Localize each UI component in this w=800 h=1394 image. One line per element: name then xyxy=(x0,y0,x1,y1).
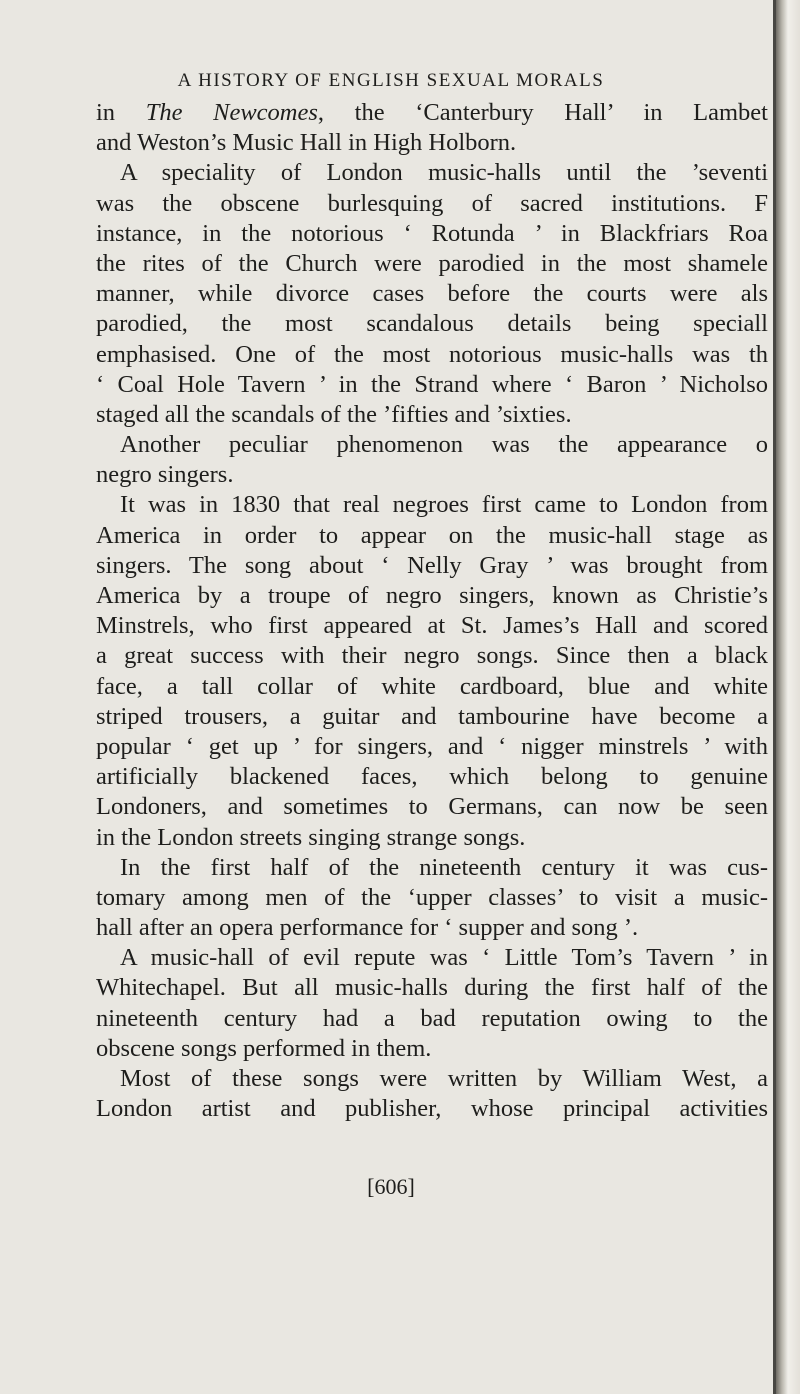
text-line: Most of these songs were written by William West, a xyxy=(120,1065,768,1092)
text-line: artificially blackened faces, which belong to genuine xyxy=(96,763,768,791)
text-line: ‘ Coal Hole Tavern ’ in the Strand where ‘ Baron ’ Nicholso xyxy=(96,370,768,398)
text-line: a great success with their negro songs. Since then a black xyxy=(96,642,768,670)
text-line: in the London streets singing strange songs. xyxy=(96,823,526,851)
text-line: in The Newcomes, the ‘Canterbury Hall’ in Lambet xyxy=(96,99,768,126)
text-line: face, a tall collar of white cardboard, blue and white xyxy=(96,672,768,700)
text-line: parodied, the most scandalous details being speciall xyxy=(96,310,768,338)
text-line: hall after an opera performance for ‘ supper and song ’. xyxy=(96,914,639,942)
text-line: was the obscene burlesquing of sacred institutions. F xyxy=(96,189,768,217)
text-line: Another peculiar phenomenon was the appearance o xyxy=(120,431,768,459)
page-number: [606] xyxy=(367,1174,415,1199)
text-line: singers. The song about ‘ Nelly Gray ’ was brought from xyxy=(96,551,768,579)
text-line: emphasised. One of the most notorious music-halls was th xyxy=(96,340,768,368)
running-head: A HISTORY OF ENGLISH SEXUAL MORALS xyxy=(177,70,605,91)
text-line: Whitechapel. But all music-halls during the first half of the xyxy=(96,974,768,1002)
text-line: the rites of the Church were parodied in the most shamele xyxy=(96,249,768,277)
text-line: and Weston’s Music Hall in High Holborn. xyxy=(96,129,517,157)
page-gutter xyxy=(776,0,800,1394)
body-text xyxy=(96,98,768,1124)
text-line: In the first half of the nineteenth century it was cus- xyxy=(120,853,768,881)
text-line: America by a troupe of negro singers, known as Christie’s xyxy=(96,582,768,609)
text-line: nineteenth century had a bad reputation owing to the xyxy=(96,1004,768,1032)
text-line: popular ‘ get up ’ for singers, and ‘ nigger minstrels ’ with xyxy=(96,732,768,760)
text-line: A speciality of London music-halls until the ’seventi xyxy=(120,159,768,187)
text-line: obscene songs performed in them. xyxy=(96,1034,432,1062)
text-line: London artist and publisher, whose principal activities xyxy=(96,1095,768,1123)
text-line: manner, while divorce cases before the courts were als xyxy=(96,280,768,308)
text-line: striped trousers, a guitar and tambourine have become a xyxy=(96,702,768,730)
text-line: A music-hall of evil repute was ‘ Little Tom’s Tavern ’ in xyxy=(120,944,768,972)
text-line: America in order to appear on the music-hall stage as xyxy=(96,521,768,549)
text-line: tomary among men of the ‘upper classes’ to visit a music- xyxy=(96,883,768,911)
text-line: Minstrels, who first appeared at St. James’s Hall and scored xyxy=(96,612,768,640)
book-title: The Newcomes xyxy=(145,99,318,126)
text-line: staged all the scandals of the ’fifties and ’sixties. xyxy=(96,400,572,428)
text-line: negro singers. xyxy=(96,461,234,489)
text-line: It was in 1830 that real negroes first came to London from xyxy=(120,491,768,519)
text-line: Londoners, and sometimes to Germans, can now be seen xyxy=(96,793,768,821)
text-line: instance, in the notorious ‘ Rotunda ’ in Blackfriars Roa xyxy=(96,219,768,247)
